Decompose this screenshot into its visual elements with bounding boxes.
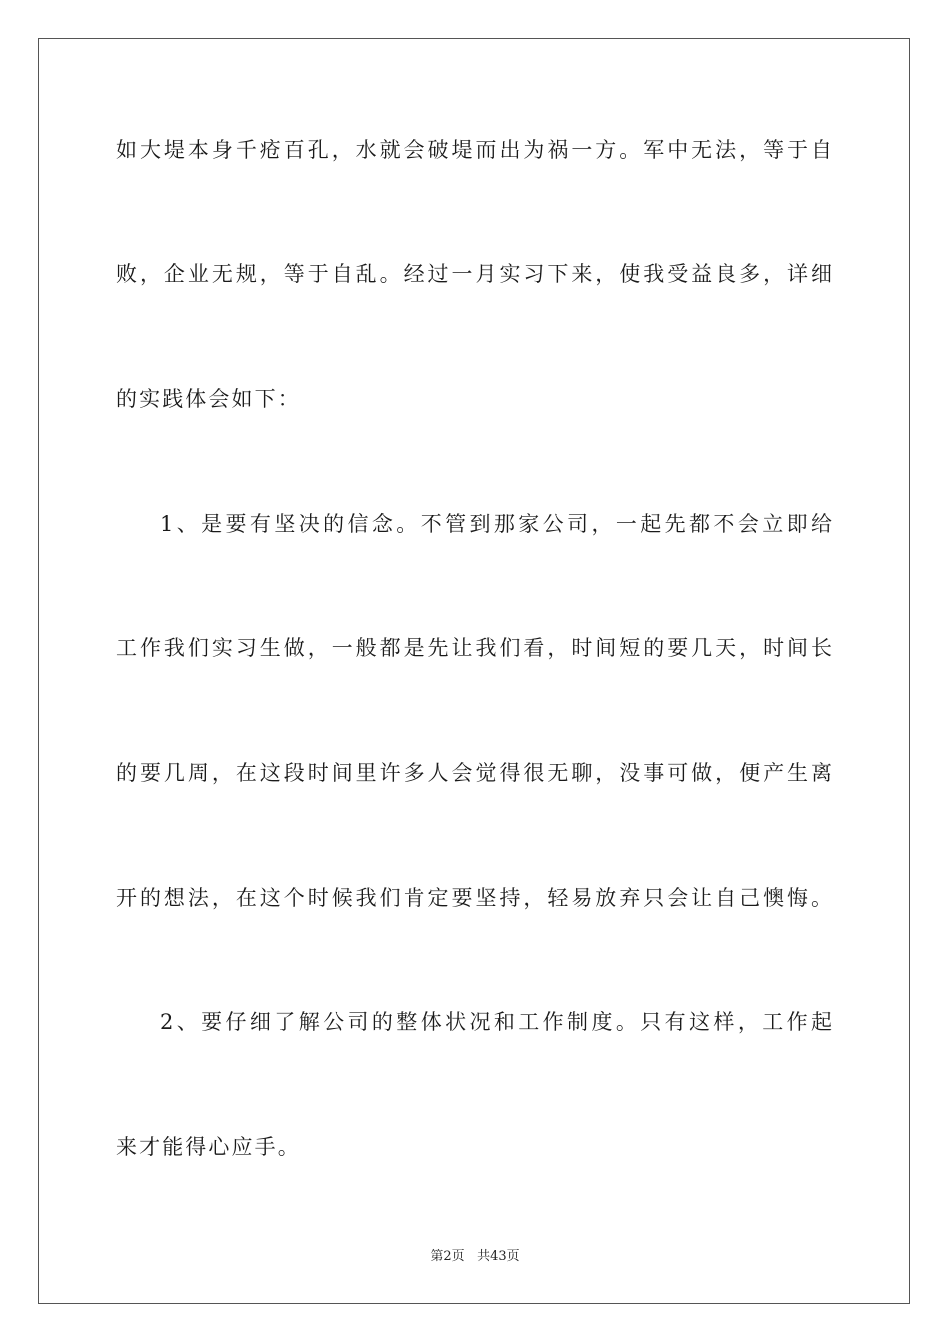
- body-text-line: 的要几周，在这段时间里许多人会觉得很无聊，没事可做，便产生离: [116, 761, 832, 785]
- page-footer: [0, 1248, 950, 1266]
- page-total: 共43页: [477, 1249, 520, 1264]
- body-text-line: 开的想法，在这个时候我们肯定要坚持，轻易放弃只会让自己懊悔。: [116, 886, 832, 910]
- paragraph-first-line: 1、是要有坚决的信念。不管到那家公司，一起先都不会立即给: [160, 512, 832, 536]
- body-text-line: 败，企业无规，等于自乱。经过一月实习下来，使我受益良多，详细: [116, 262, 832, 286]
- body-text-line: 工作我们实习生做，一般都是先让我们看，时间短的要几天，时间长: [116, 636, 832, 660]
- page-frame: [38, 38, 910, 1304]
- body-text-line: 如大堤本身千疮百孔，水就会破堤而出为祸一方。军中无法，等于自: [116, 138, 832, 162]
- body-text-line: 来才能得心应手。: [116, 1135, 301, 1159]
- paragraph-first-line: 2、要仔细了解公司的整体状况和工作制度。只有这样，工作起: [160, 1010, 832, 1034]
- body-text-line: 的实践体会如下：: [116, 387, 301, 411]
- page-number: 第2页: [430, 1249, 465, 1264]
